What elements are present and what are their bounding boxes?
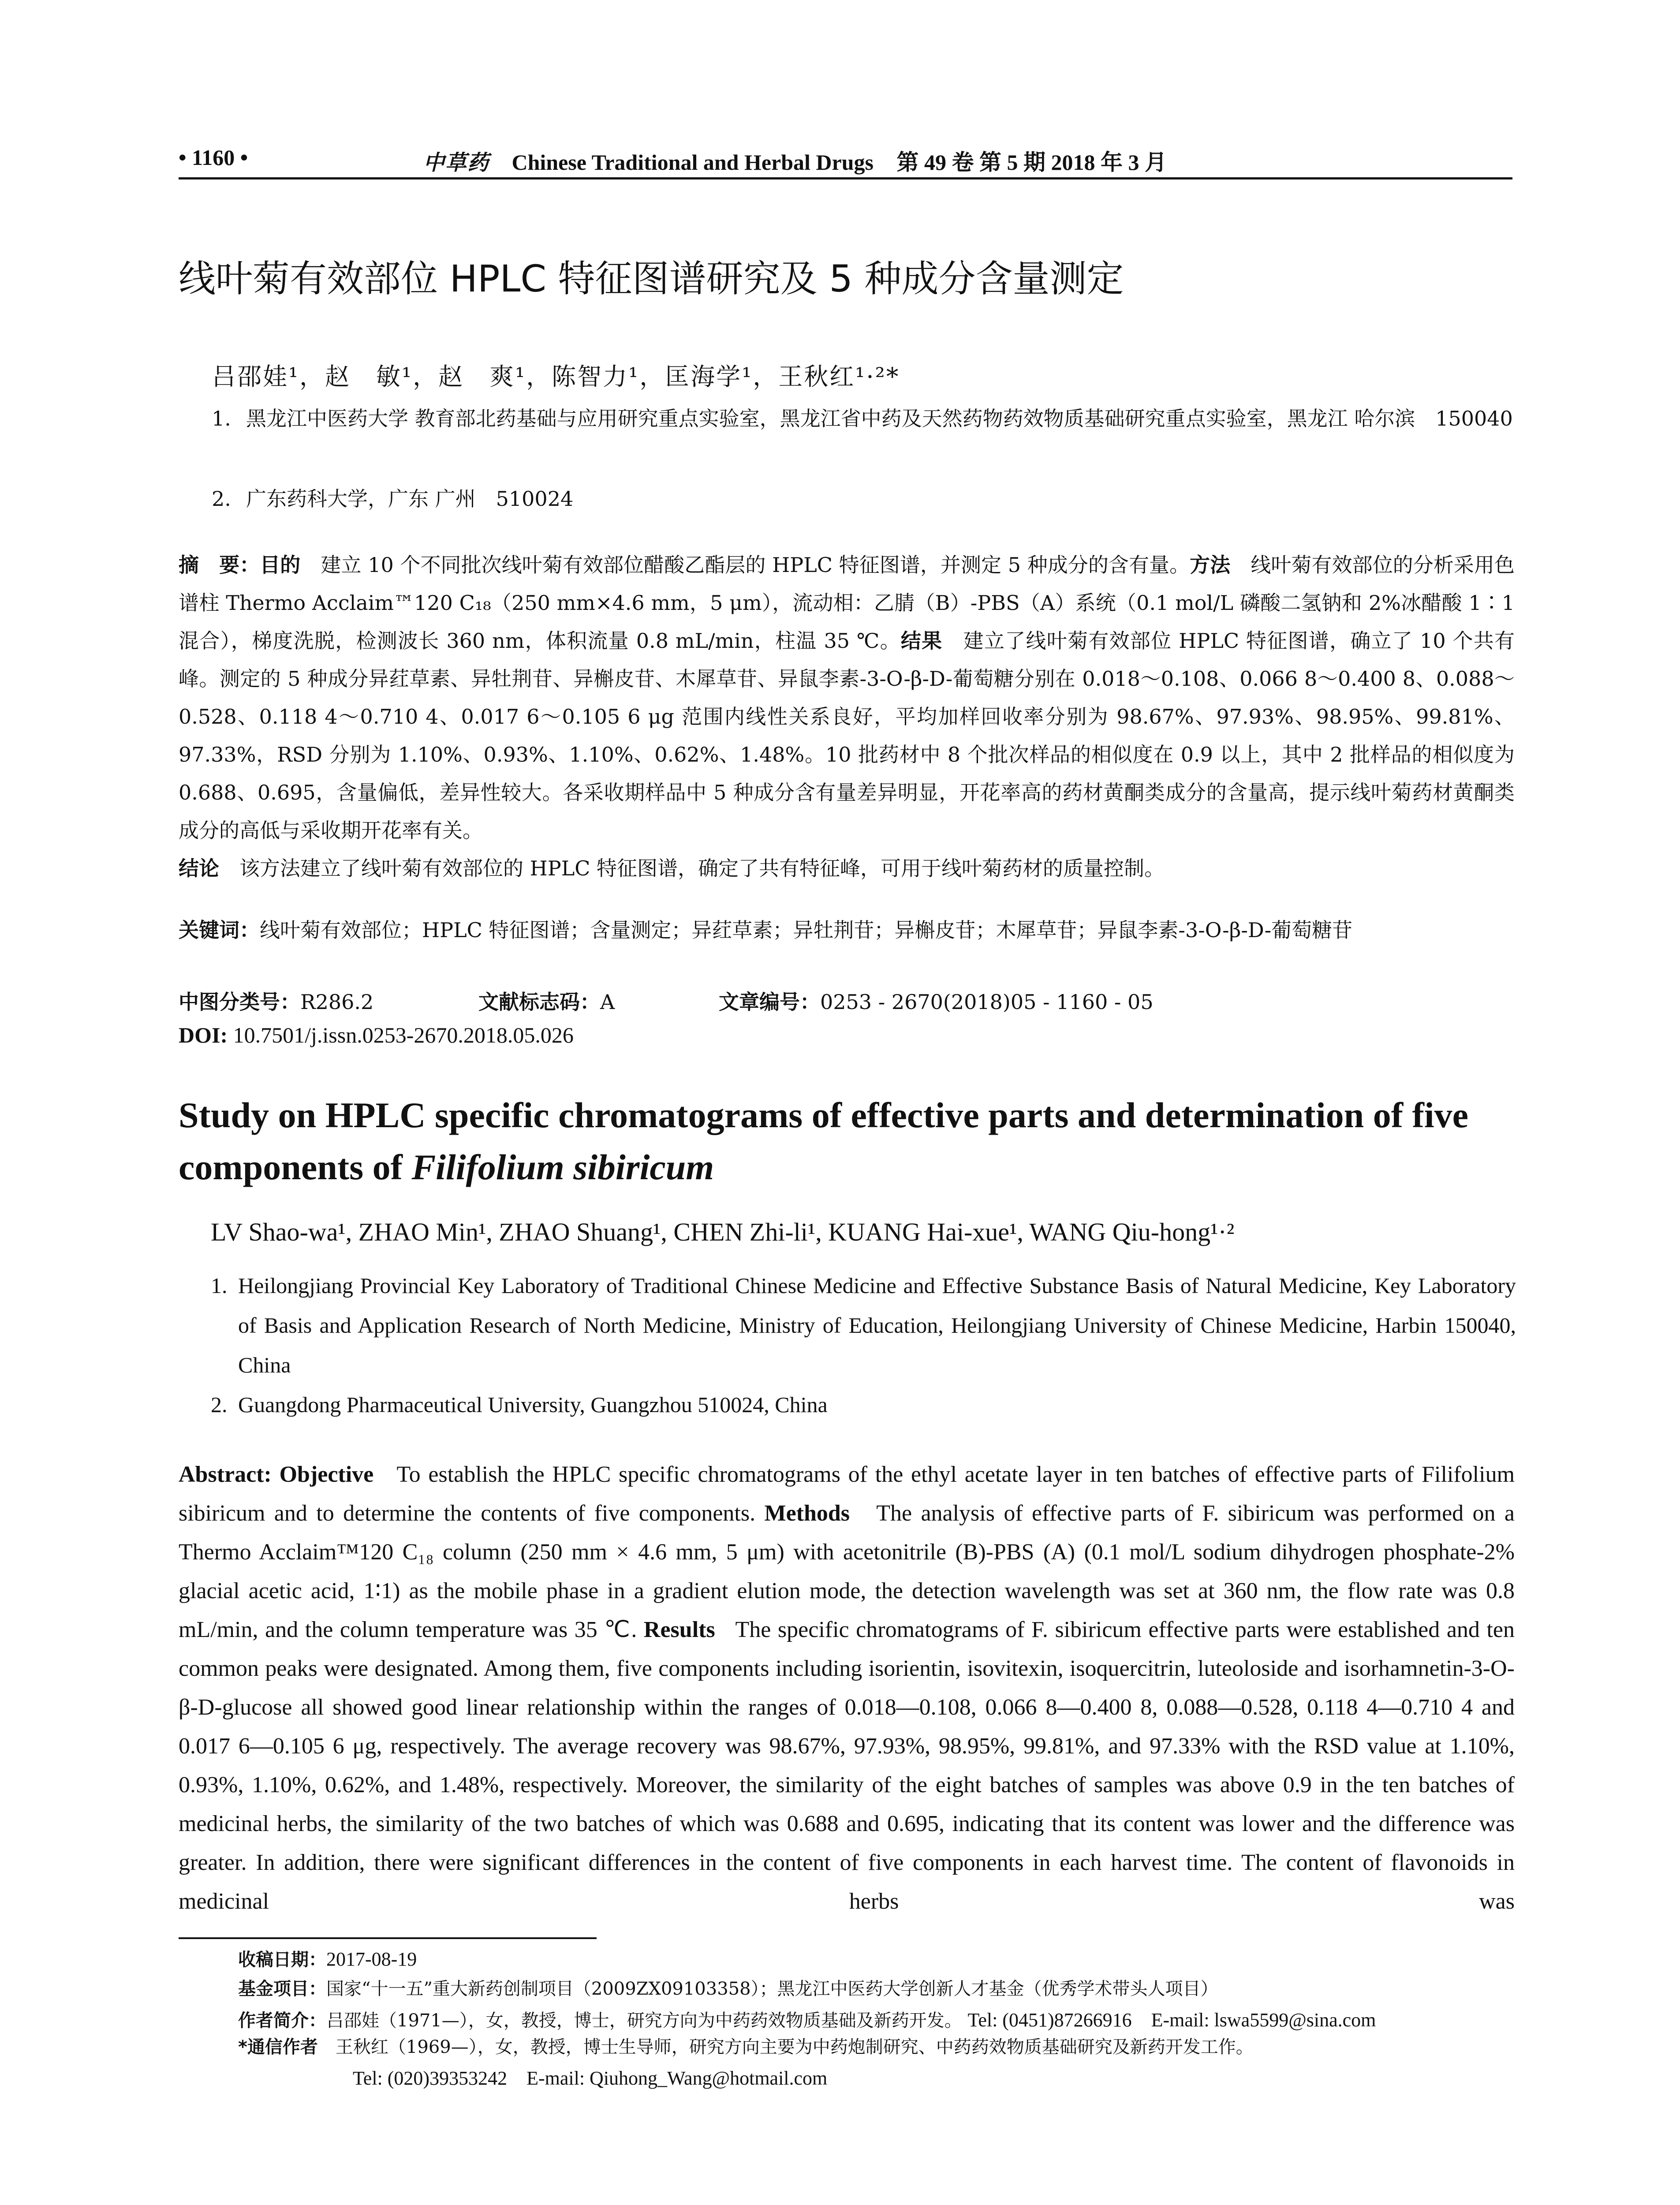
doi-value: 10.7501/j.issn.0253-2670.2018.05.026 bbox=[233, 1023, 574, 1047]
journal-title: Chinese Traditional and Herbal Drugs bbox=[511, 150, 874, 175]
header-rule bbox=[179, 177, 1512, 179]
conclusion-label: 结论 bbox=[179, 856, 219, 880]
received-date: 2017-08-19 bbox=[326, 1948, 417, 1970]
doccode-label: 文献标志码： bbox=[478, 990, 600, 1014]
affiliation-number: 1. bbox=[211, 1273, 228, 1298]
keywords bbox=[179, 911, 1515, 949]
page-number: • 1160 • bbox=[179, 145, 248, 170]
article-number-value: 0253 - 2670(2018)05 - 1160 - 05 bbox=[820, 990, 1154, 1014]
footnote-corresponding-contact bbox=[353, 2062, 1631, 2090]
methods-text: 线叶菊有效部位的分析采用色谱柱 Thermo Acclaim™120 C₁₈（250 mm×4.6 mm，5 μm），流动相：乙腈（B）-PBS（A）系统（0.1 mol/L 磷酸二氢钠和 2%冰醋酸 1∶1 混合），梯度洗脱，检测波长 360 nm，体积流量 0.8 mL/min，柱温 35 ℃。 bbox=[179, 553, 1515, 653]
fund-text: 国家“十一五”重大新药创制项目（2009ZX09103358）；黑龙江中医药大学创新人才基金（优秀学术带头人项目） bbox=[326, 1979, 1218, 1999]
results-label: 结果 bbox=[900, 629, 943, 653]
chinese-abstract bbox=[179, 546, 1515, 887]
footnote-fund bbox=[238, 1975, 1517, 2000]
running-header bbox=[179, 145, 1512, 176]
results-text: 建立了线叶菊有效部位 HPLC 特征图谱，确立了 10 个共有峰。测定的 5 种成分异荭草素、异牡荆苷、异槲皮苷、木犀草苷、异鼠李素-3-O-β-D-葡萄糖分别在 0.018～0.108、0.066 8～0.400 8、0.088～0.528、0.118 4～0.710 4、0.017 6～0.105 6 μg 范围内线性关系良好，平均加样回收率分别为 98.67%、97.93%、98.95%、99.81%、97.33%，RSD 分别为 1.10%、0.93%、1.10%、0.62%、1.48%。10 批药材中 8 个批次样品的相似度在 0.9 以上，其中 2 批样品的相似度为 0.688、0.695，含量偏低，差异性较大。各采收期样品中 5 种成分含有量差异明显，开花率高的药材黄酮类成分的含量高，提示线叶菊药材黄酮类成分的高低与采收期开花率有关。 bbox=[179, 629, 1515, 842]
english-title bbox=[179, 1089, 1515, 1193]
keywords-label: 关键词： bbox=[179, 918, 260, 942]
classification-line bbox=[179, 986, 1515, 1015]
objective-label: 目的 bbox=[260, 553, 301, 577]
fund-label: 基金项目： bbox=[238, 1979, 326, 1999]
chinese-affiliation-1 bbox=[212, 400, 1517, 437]
results-label: Results bbox=[643, 1617, 715, 1642]
abstract-label: Abstract: bbox=[179, 1462, 272, 1487]
affiliation-text: Guangdong Pharmaceutical University, Guangzhou 510024, China bbox=[238, 1392, 828, 1417]
affiliation-number: 2. bbox=[211, 1392, 228, 1417]
english-abstract bbox=[179, 1455, 1515, 1921]
methods-label: 方法 bbox=[1190, 553, 1231, 577]
doi-line bbox=[179, 1022, 574, 1048]
english-authors: LV Shao-wa¹, ZHAO Min¹, ZHAO Shuang¹, CHEN Zhi-li¹, KUANG Hai-xue¹, WANG Qiu-hong¹·² bbox=[211, 1218, 1235, 1246]
abstract-label: 摘 要： bbox=[179, 553, 260, 577]
affiliation-text: Heilongjiang Provincial Key Laboratory of Traditional Chinese Medicine and Effective Substance Basis of Natural Medicine, Key Laboratory of Basis and Application Research of North Medicine, Ministry of Education, Heilongjiang University of Chinese Medicine, Harbin 150040, China bbox=[238, 1273, 1516, 1377]
footnote-received bbox=[238, 1946, 1517, 1971]
chinese-authors: 吕邵娃¹，赵 敏¹，赵 爽¹，陈智力¹，匡海学¹，王秋红¹·²* bbox=[212, 363, 900, 391]
keywords-text: 线叶菊有效部位；HPLC 特征图谱；含量测定；异荭草素；异牡荆苷；异槲皮苷；木犀草苷；异鼠李素-3-O-β-D-葡萄糖苷 bbox=[260, 918, 1353, 942]
footnote-author bbox=[238, 2004, 1517, 2032]
clc-value: R286.2 bbox=[300, 990, 374, 1014]
doccode-value: A bbox=[600, 990, 615, 1014]
issue-info: 第 49 卷 第 5 期 2018 年 3 月 bbox=[896, 150, 1167, 175]
author-label: 作者简介： bbox=[238, 2011, 326, 2031]
methods-label: Methods bbox=[764, 1501, 850, 1526]
affiliation-number: 2. bbox=[212, 487, 231, 511]
corresponding-contact: Tel: (020)39353242 E-mail: Qiuhong_Wang@hotmail.com bbox=[353, 2067, 828, 2089]
article-number-label: 文章编号： bbox=[719, 990, 820, 1014]
author-contact: Tel: (0451)87266916 E-mail: lswa5599@sina.com bbox=[967, 2009, 1376, 2031]
corresponding-label: *通信作者 bbox=[238, 2037, 318, 2057]
corresponding-text: 王秋红（1969—），女，教授，博士生导师，研究方向主要为中药炮制研究、中药药效物质基础研究及新药开发工作。 bbox=[335, 2037, 1254, 2057]
footnote-rule bbox=[179, 1937, 597, 1939]
author-text: 吕邵娃（1971—），女，教授，博士，研究方向为中药药效物质基础及新药开发。 bbox=[326, 2011, 962, 2031]
journal-name bbox=[423, 145, 1167, 176]
objective-text: 建立 10 个不同批次线叶菊有效部位醋酸乙酯层的 HPLC 特征图谱，并测定 5 种成分的含有量。 bbox=[321, 553, 1190, 577]
english-title-text: Study on HPLC specific chromatograms of effective parts and determination of five components of bbox=[179, 1095, 1469, 1187]
chinese-title: 线叶菊有效部位 HPLC 特征图谱研究及 5 种成分含量测定 bbox=[179, 257, 1124, 300]
conclusion-text: 该方法建立了线叶菊有效部位的 HPLC 特征图谱，确定了共有特征峰，可用于线叶菊药材的质量控制。 bbox=[239, 856, 1165, 880]
objective-text: To establish the HPLC specific chromatograms of the ethyl acetate layer in ten batches of effective parts of Filifolium sibiricum and to determine the contents of five components. bbox=[179, 1462, 1515, 1526]
footnote-corresponding bbox=[238, 2033, 1517, 2058]
methods-text: The analysis of effective parts of F. sibiricum was performed on a Thermo Acclaim™120 C₁₈ column (250 mm × 4.6 mm, 5 μm) with acetonitrile (B)-PBS (A) (0.1 mol/L sodium dihydrogen phosphate-2% glacial acetic acid, 1∶1) as the mobile phase in a gradient elution mode, the detection wavelength was set at 360 nm, the flow rate was 0.8 mL/min, and the column temperature was 35 ℃. bbox=[179, 1501, 1515, 1642]
affiliation-number: 1. bbox=[212, 407, 231, 430]
objective-label: Objective bbox=[279, 1462, 374, 1487]
english-title-species: Filifolium sibiricum bbox=[411, 1147, 714, 1187]
english-affiliation-1 bbox=[211, 1266, 1516, 1385]
journal-logo: 中草药 bbox=[423, 150, 490, 175]
clc-label: 中图分类号： bbox=[179, 990, 300, 1014]
received-label: 收稿日期： bbox=[238, 1950, 326, 1970]
english-affiliation-2 bbox=[211, 1385, 1516, 1424]
results-text: The specific chromatograms of F. sibiricum effective parts were established and ten common peaks were designated. Among them, five components including isorientin, isovitexin, isoquercitrin, luteoloside and isorhamnetin-3-O-β-D-glucose all showed good linear relationship within the ranges of 0.018—0.108, 0.066 8—0.400 8, 0.088—0.528, 0.118 4—0.710 4 and 0.017 6—0.105 6 μg, respectively. The average recovery was 98.67%, 97.93%, 98.95%, 99.81%, and 97.33% with the RSD value at 1.10%, 0.93%, 1.10%, 0.62%, and 1.48%, respectively. Moreover, the similarity of the eight batches of samples was above 0.9 in the ten batches of medicinal herbs, the similarity of the two batches of which was 0.688 and 0.695, indicating that its content was lower and the difference was greater. In addition, there were significant differences in the content of five components in each harvest time. The content of flavonoids in medicinal herbs was bbox=[179, 1617, 1515, 1914]
affiliation-text: 广东药科大学，广东 广州 510024 bbox=[246, 487, 574, 511]
chinese-affiliation-2 bbox=[212, 481, 1517, 517]
doi-label: DOI: bbox=[179, 1023, 228, 1047]
affiliation-text: 黑龙江中医药大学 教育部北药基础与应用研究重点实验室，黑龙江省中药及天然药物药效物质基础研究重点实验室，黑龙江 哈尔滨 150040 bbox=[246, 407, 1513, 430]
